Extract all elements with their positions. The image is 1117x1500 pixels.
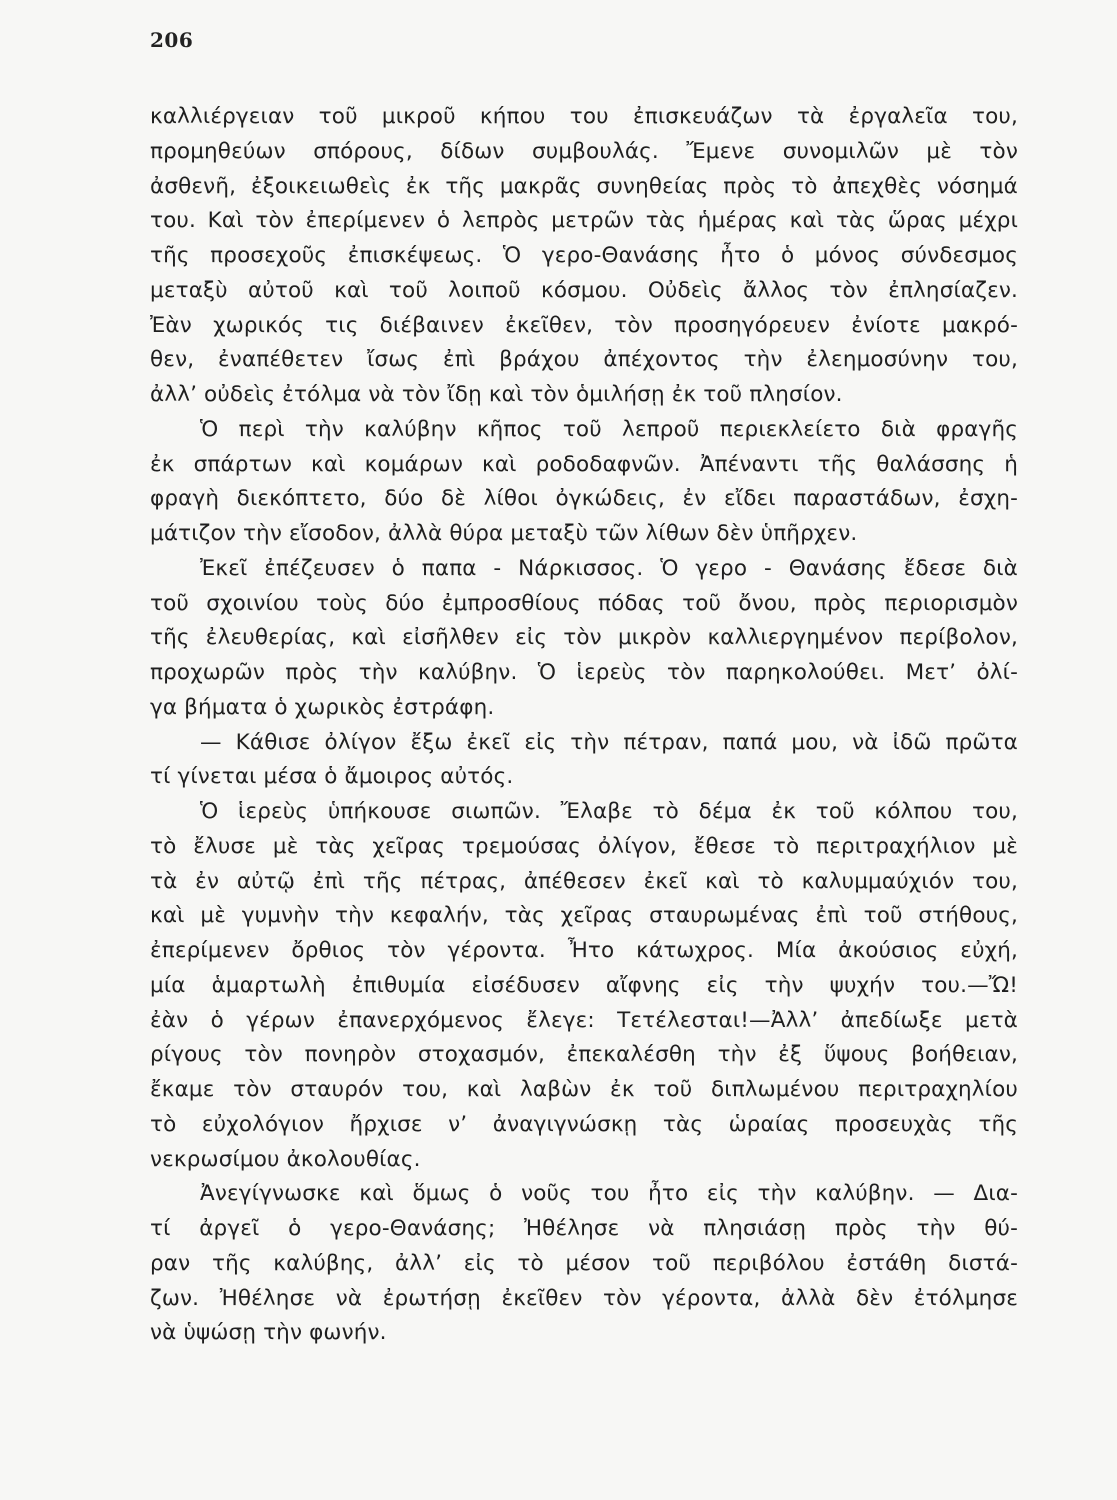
text-line: τῆς προσεχοῦς ἐπισκέψεως. Ὁ γερο-Θανάσης ἦτο ὁ μόνος σύνδεσμος [150,243,1018,268]
text-line: νεκρωσίμου ἀκολουθίας. [150,1146,421,1172]
text-line: ἐὰν ὁ γέρων ἐπανερχόμενος ἔλεγε: Τετέλεσται!—Ἀλλ’ ἀπεδίωξε μετὰ [150,1007,1018,1033]
text-line: ζων. Ἠθέλησε νὰ ἐρωτήσῃ ἐκεῖθεν τὸν γέροντα, ἀλλὰ δὲν ἐτόλμησε [150,1285,1018,1311]
text-line: ἐπερίμενεν ὄρθιος τὸν γέροντα. Ἦτο κάτωχρος. Μία ἀκούσιος εὐχή, [150,938,1018,963]
paragraph-1 [150,100,1018,413]
text-line: μεταξὺ αὐτοῦ καὶ τοῦ λοιποῦ κόσμου. Οὐδεὶς ἄλλος τὸν ἐπλησίαζεν. [150,277,1018,303]
text-line: προμηθεύων σπόρους, δίδων συμβουλάς. Ἔμενε συνομιλῶν μὲ τὸν [150,138,1018,164]
paragraph-5 [150,795,1018,1177]
paragraph-4-dialogue [150,726,1018,796]
text-line: Ἀνεγίγνωσκε καὶ ὅμως ὁ νοῦς του ἦτο εἰς τὴν καλύβην. — Δια- [200,1181,1018,1207]
page-number: 206 [150,28,194,52]
text-line: Ὁ περὶ τὴν καλύβην κῆπος τοῦ λεπροῦ περιεκλείετο διὰ φραγῆς [200,416,1018,442]
text-line: τοῦ σχοινίου τοὺς δύο ἐμπροσθίους πόδας τοῦ ὄνου, πρὸς περιορισμὸν [150,590,1018,616]
text-line: του. Καὶ τὸν ἐπερίμενεν ὁ λεπρὸς μετρῶν τὰς ἡμέρας καὶ τὰς ὥρας μέχρι [150,208,1018,234]
text-line: τὰ ἐν αὐτῷ ἐπὶ τῆς πέτρας, ἀπέθεσεν ἐκεῖ καὶ τὸ καλυμμαύχιόν του, [150,868,1018,894]
text-line: τὸ εὐχολόγιον ἤρχισε ν’ ἀναγιγνώσκῃ τὰς ὡραίας προσευχὰς τῆς [150,1111,1018,1137]
text-line: καλλιέργειαν τοῦ μικροῦ κήπου του ἐπισκευάζων τὰ ἐργαλεῖα του, [150,104,1018,129]
paragraph-3 [150,552,1018,726]
text-line: τῆς ἐλευθερίας, καὶ εἰσῆλθεν εἰς τὸν μικρὸν καλλιεργημένον περίβολον, [150,625,1018,651]
text-line: μάτιζον τὴν εἴσοδον, ἀλλὰ θύρα μεταξὺ τῶν λίθων δὲν ὑπῆρχεν. [150,521,858,546]
text-line: Ἐκεῖ ἐπέζευσεν ὁ παπα - Νάρκισσος. Ὁ γερο - Θανάσης ἔδεσε διὰ [200,555,1018,581]
text-line: γα βήματα ὁ χωρικὸς ἐστράφη. [150,694,495,720]
paragraph-2 [150,413,1018,552]
text-line: φραγὴ διεκόπτετο, δύο δὲ λίθοι ὀγκώδεις, ἐν εἴδει παραστάδων, ἐσχη- [150,486,1018,512]
text-line: ραν τῆς καλύβης, ἀλλ’ εἰς τὸ μέσον τοῦ περιβόλου ἐστάθη διστά- [150,1250,1018,1276]
paragraph-6 [150,1177,1018,1351]
text-line: Ὁ ἱερεὺς ὑπήκουσε σιωπῶν. Ἔλαβε τὸ δέμα ἐκ τοῦ κόλπου του, [200,799,1018,824]
text-line: Ἐὰν χωρικός τις διέβαινεν ἐκεῖθεν, τὸν προσηγόρευεν ἐνίοτε μακρό- [150,312,1018,338]
text-line: τὸ ἔλυσε μὲ τὰς χεῖρας τρεμούσας ὀλίγον, ἔθεσε τὸ περιτραχήλιον μὲ [150,833,1018,859]
text-line: μία ἁμαρτωλὴ ἐπιθυμία εἰσέδυσεν αἴφνης εἰς τὴν ψυχήν του.—Ὤ! [150,972,1018,998]
text-line: ἔκαμε τὸν σταυρόν του, καὶ λαβὼν ἐκ τοῦ διπλωμένου περιτραχηλίου [150,1077,1018,1102]
text-line: ρίγους τὸν πονηρὸν στοχασμόν, ἐπεκαλέσθη τὴν ἐξ ὕψους βοήθειαν, [150,1042,1018,1068]
body-text [150,100,1018,1351]
text-line: νὰ ὑψώσῃ τὴν φωνήν. [150,1320,387,1346]
text-line: προχωρῶν πρὸς τὴν καλύβην. Ὁ ἱερεὺς τὸν παρηκολούθει. Μετ’ ὀλί- [150,660,1018,685]
text-line: ἐκ σπάρτων καὶ κομάρων καὶ ροδοδαφνῶν. Ἀπέναντι τῆς θαλάσσης ἡ [150,451,1018,477]
text-line: ἀλλ’ οὐδεὶς ἐτόλμα νὰ τὸν ἴδῃ καὶ τὸν ὁμιλήσῃ ἐκ τοῦ πλησίον. [150,382,843,407]
text-line: ἀσθενῆ, ἐξοικειωθεὶς ἐκ τῆς μακρᾶς συνηθείας πρὸς τὸ ἀπεχθὲς νόσημά [150,173,1018,199]
text-line: θεν, ἐναπέθετεν ἴσως ἐπὶ βράχου ἀπέχοντος τὴν ἐλεημοσύνην του, [150,347,1018,373]
text-line: καὶ μὲ γυμνὴν τὴν κεφαλήν, τὰς χεῖρας σταυρωμένας ἐπὶ τοῦ στήθους, [150,903,1018,929]
text-line: τί ἀργεῖ ὁ γερο-Θανάσης; Ἠθέλησε νὰ πλησιάσῃ πρὸς τὴν θύ- [150,1216,1018,1241]
text-line: τί γίνεται μέσα ὁ ἄμοιρος αὐτός. [150,764,514,790]
text-line: — Κάθισε ὀλίγον ἔξω ἐκεῖ εἰς τὴν πέτραν, παπά μου, νὰ ἰδῶ πρῶτα [200,729,1018,755]
